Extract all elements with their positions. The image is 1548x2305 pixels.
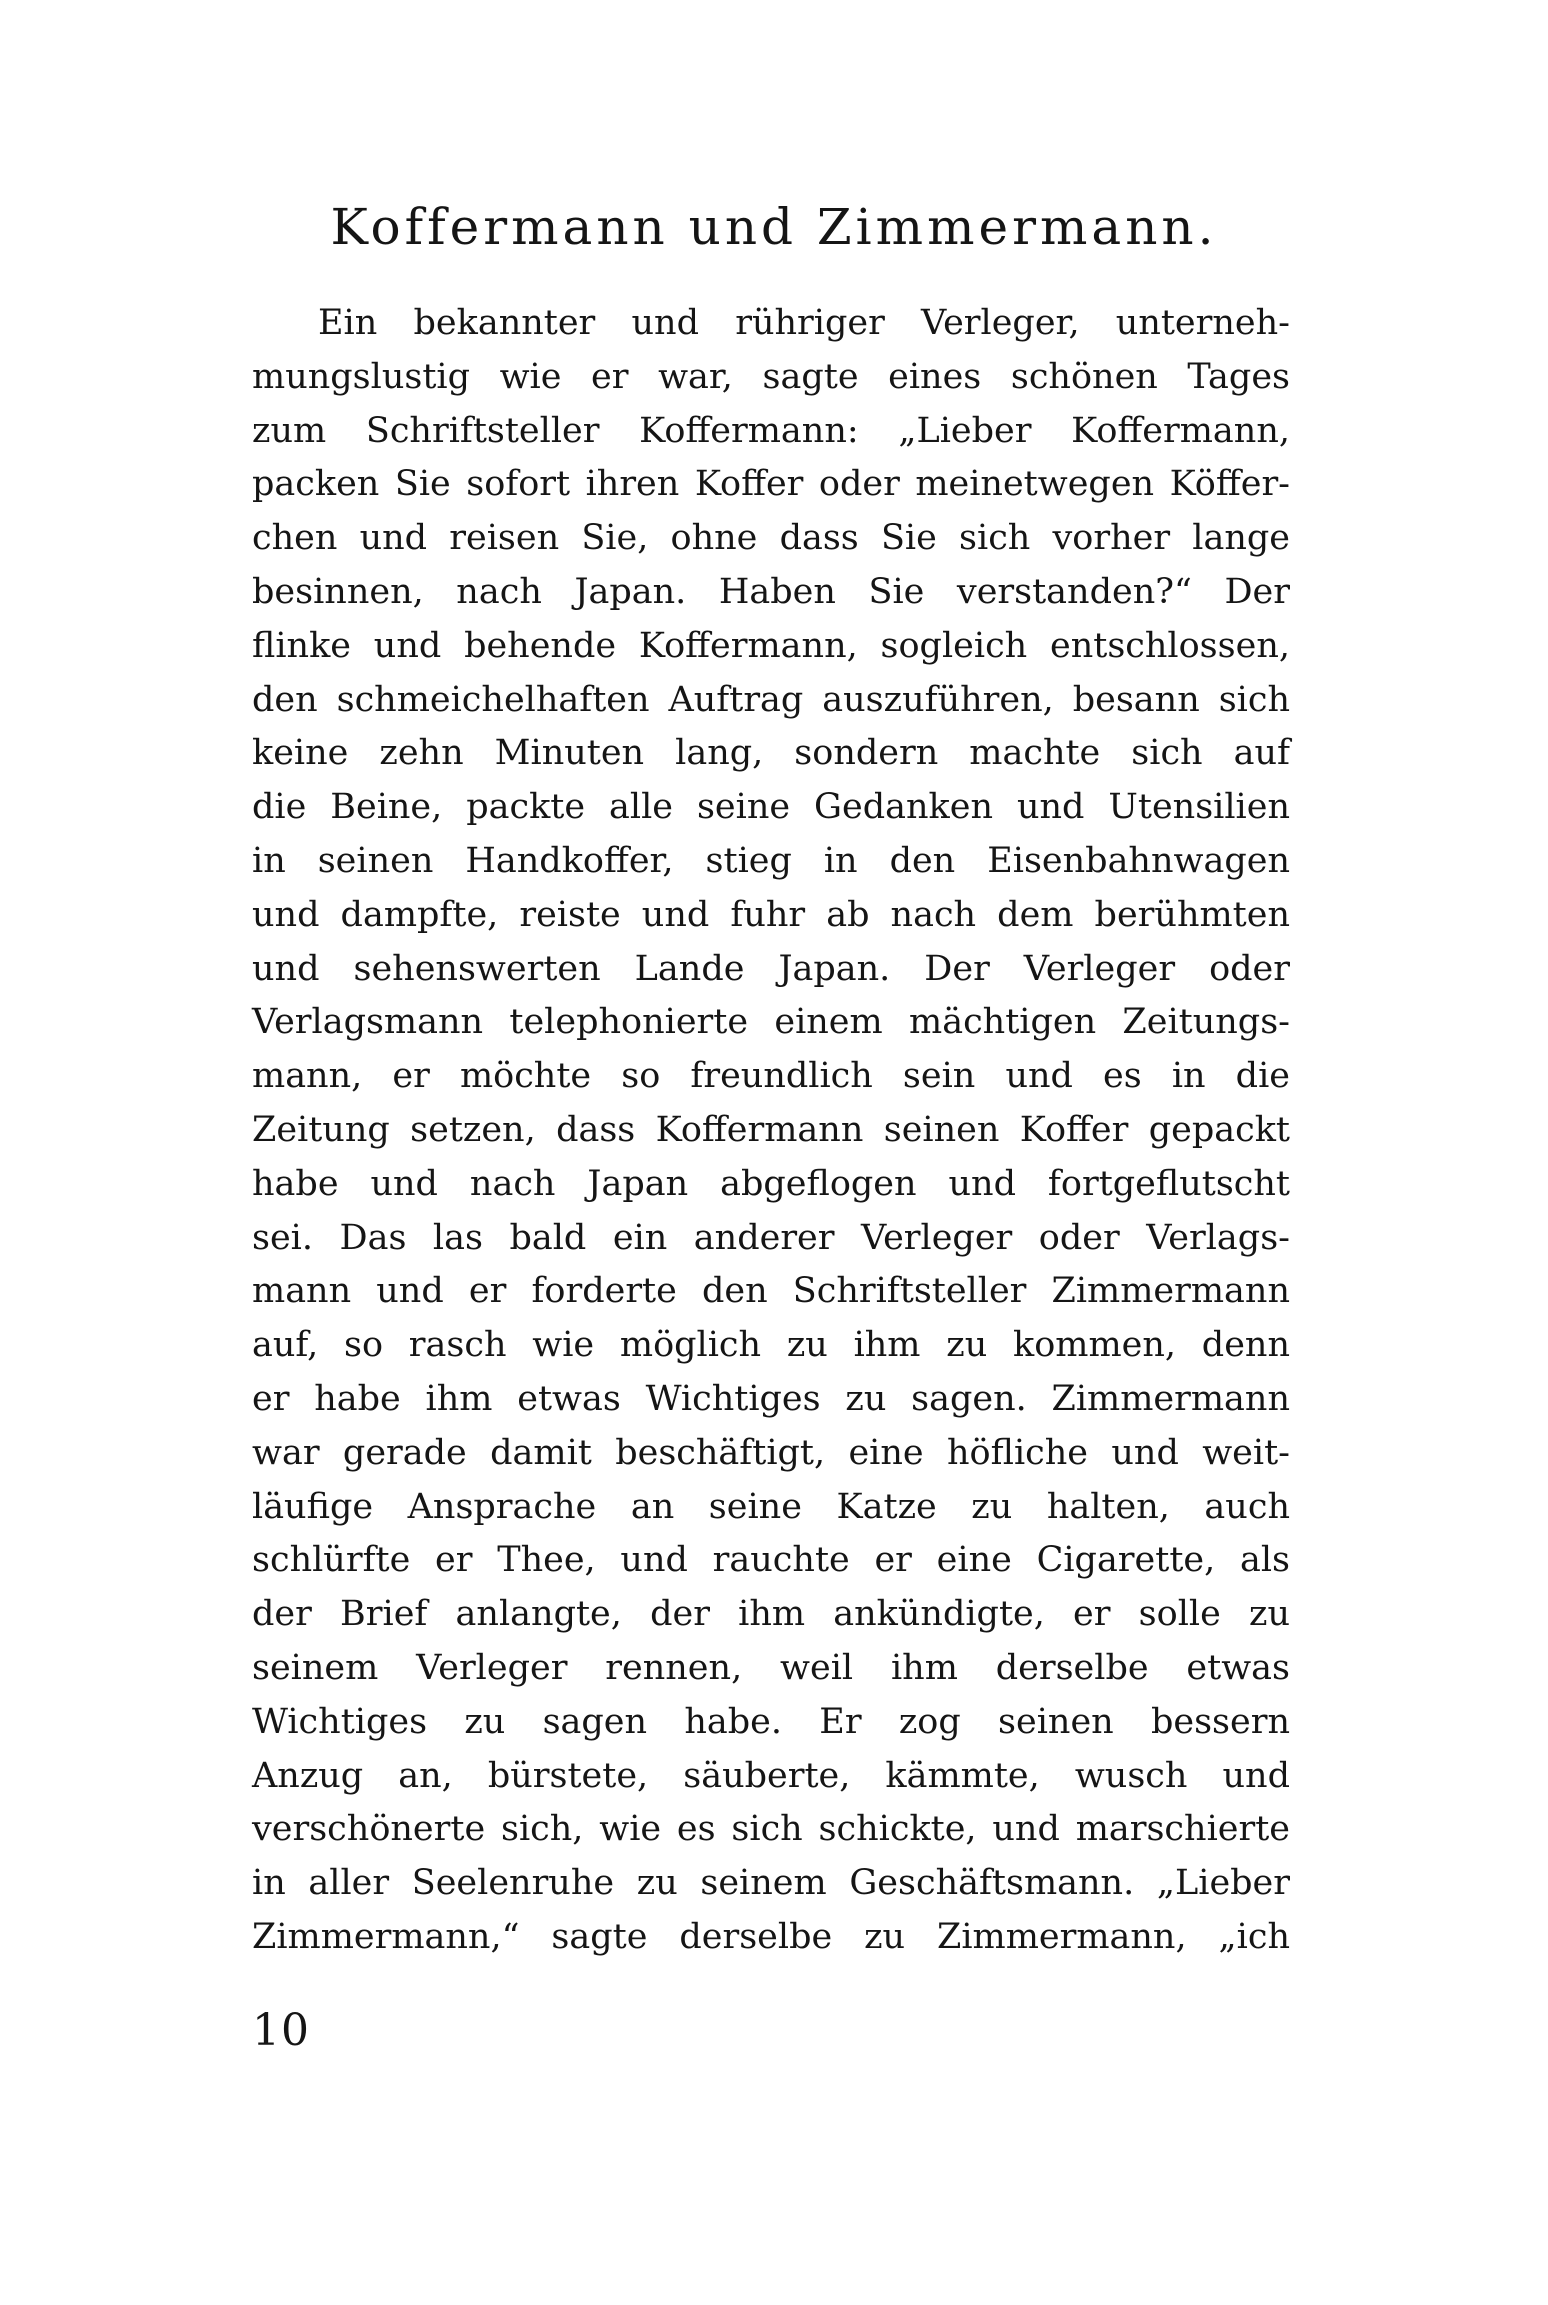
text-line: war gerade damit beschäftigt, eine höfliche und weit- bbox=[252, 1432, 1290, 1473]
text-line: Zeitung setzen, dass Koffermann seinen Koffer gepackt bbox=[252, 1109, 1290, 1150]
text-line: Verlagsmann telephonierte einem mächtigen Zeitungs- bbox=[252, 1002, 1290, 1043]
text-line: Zimmermann,“ sagte derselbe zu Zimmermann, „ich bbox=[252, 1916, 1290, 1957]
text-line: mann und er forderte den Schriftsteller Zimmermann bbox=[252, 1271, 1290, 1312]
text-line: chen und reisen Sie, ohne dass Sie sich vorher lange bbox=[252, 518, 1290, 559]
text-line: keine zehn Minuten lang, sondern machte sich auf bbox=[252, 733, 1290, 774]
text-line: die Beine, packte alle seine Gedanken und Utensilien bbox=[252, 787, 1290, 828]
text-line: den schmeichelhaften Auftrag auszuführen, besann sich bbox=[252, 679, 1290, 720]
text-line: Anzug an, bürstete, säuberte, kämmte, wusch und bbox=[252, 1755, 1290, 1796]
text-line: er habe ihm etwas Wichtiges zu sagen. Zimmermann bbox=[252, 1378, 1290, 1419]
text-line: in seinen Handkoffer, stieg in den Eisenbahnwagen bbox=[252, 840, 1290, 881]
text-line: und dampfte, reiste und fuhr ab nach dem berühmten bbox=[252, 894, 1290, 935]
text-line: auf, so rasch wie möglich zu ihm zu kommen, denn bbox=[252, 1325, 1290, 1366]
text-line: der Brief anlangte, der ihm ankündigte, er solle zu bbox=[252, 1594, 1290, 1635]
text-line: flinke und behende Koffermann, sogleich entschlossen, bbox=[252, 625, 1290, 666]
text-line: sei. Das las bald ein anderer Verleger oder Verlags- bbox=[252, 1217, 1290, 1258]
text-line: habe und nach Japan abgeflogen und fortgeflutscht bbox=[252, 1163, 1290, 1204]
text-line: mungslustig wie er war, sagte eines schönen Tages bbox=[252, 356, 1290, 397]
text-line: in aller Seelenruhe zu seinem Geschäftsmann. „Lieber bbox=[252, 1863, 1290, 1904]
chapter-title: Koffermann und Zimmermann. bbox=[330, 198, 1218, 256]
text-line: läufige Ansprache an seine Katze zu halten, auch bbox=[252, 1486, 1290, 1527]
text-line: zum Schriftsteller Koffermann: „Lieber Koffermann, bbox=[252, 410, 1290, 451]
text-line: Ein bekannter und rühriger Verleger, unterneh- bbox=[318, 303, 1290, 343]
page-number: 10 bbox=[252, 2005, 310, 2056]
text-line: packen Sie sofort ihren Koffer oder meinetwegen Köffer- bbox=[252, 464, 1290, 505]
text-line: verschönerte sich, wie es sich schickte, und marschierte bbox=[252, 1809, 1290, 1850]
text-line: seinem Verleger rennen, weil ihm derselbe etwas bbox=[252, 1647, 1290, 1688]
text-line: Wichtiges zu sagen habe. Er zog seinen bessern bbox=[252, 1701, 1290, 1742]
text-line: mann, er möchte so freundlich sein und es in die bbox=[252, 1056, 1290, 1097]
body-text bbox=[252, 297, 1290, 1965]
text-line: schlürfte er Thee, und rauchte er eine Cigarette, als bbox=[252, 1540, 1290, 1581]
text-line: besinnen, nach Japan. Haben Sie verstanden?“ Der bbox=[252, 571, 1290, 612]
text-line: und sehenswerten Lande Japan. Der Verleger oder bbox=[252, 948, 1290, 989]
